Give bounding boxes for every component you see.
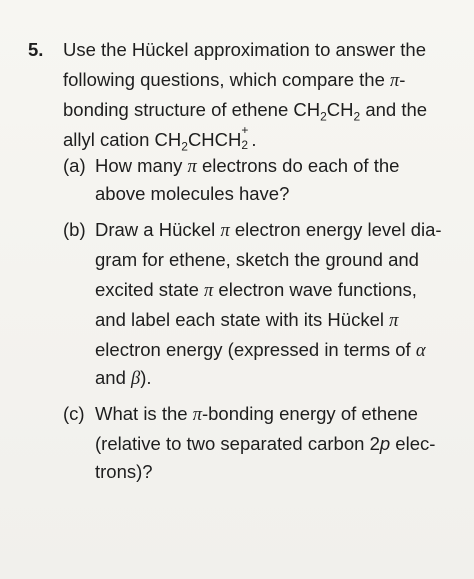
intro-line-1: Use the Hückel approximation to answer the bbox=[63, 39, 426, 60]
part-b-line-6: and β). bbox=[95, 367, 152, 389]
pi-symbol: π bbox=[192, 405, 202, 425]
part-a-line-1: How many π electrons do each of the bbox=[95, 155, 400, 177]
part-c-line-1: What is the π-bonding energy of ethene bbox=[95, 403, 418, 425]
part-b-line-1: Draw a Hückel π electron energy level dia- bbox=[95, 219, 442, 241]
pi-symbol: π bbox=[390, 71, 400, 91]
pi-symbol: π bbox=[389, 311, 399, 331]
charge-superscript-subscript: + 2 bbox=[241, 123, 249, 152]
part-b-line-5: electron energy (expressed in terms of α bbox=[95, 339, 426, 361]
pi-symbol: π bbox=[220, 221, 230, 241]
part-c-line-3: trons)? bbox=[95, 461, 153, 482]
alpha-symbol: α bbox=[415, 341, 426, 361]
intro-line-3: bonding structure of ethene $CH_2CH_2$ and the bbox=[63, 99, 428, 124]
part-b-line-3: excited state π electron wave functions, bbox=[95, 279, 417, 301]
part-c-line-2: (relative to two separated carbon 2p elec- bbox=[95, 433, 436, 454]
intro-line-2: following questions, which compare the π- bbox=[63, 69, 406, 91]
part-c-label: (c) bbox=[63, 403, 85, 424]
part-b-line-4: and label each state with its Hückel π bbox=[95, 309, 399, 331]
part-b-line-2: gram for ethene, sketch the ground and bbox=[95, 249, 419, 270]
part-b-label: (b) bbox=[63, 219, 86, 240]
beta-symbol: β bbox=[131, 369, 141, 389]
part-a-label: (a) bbox=[63, 155, 86, 176]
intro-line-4: allyl cation $CH_2CHCH$ + 2 . bbox=[63, 123, 257, 154]
pi-symbol: π bbox=[204, 281, 214, 301]
pi-symbol: π bbox=[187, 157, 197, 177]
question-number: 5. bbox=[28, 39, 44, 60]
part-a-line-2: above molecules have? bbox=[95, 183, 290, 204]
